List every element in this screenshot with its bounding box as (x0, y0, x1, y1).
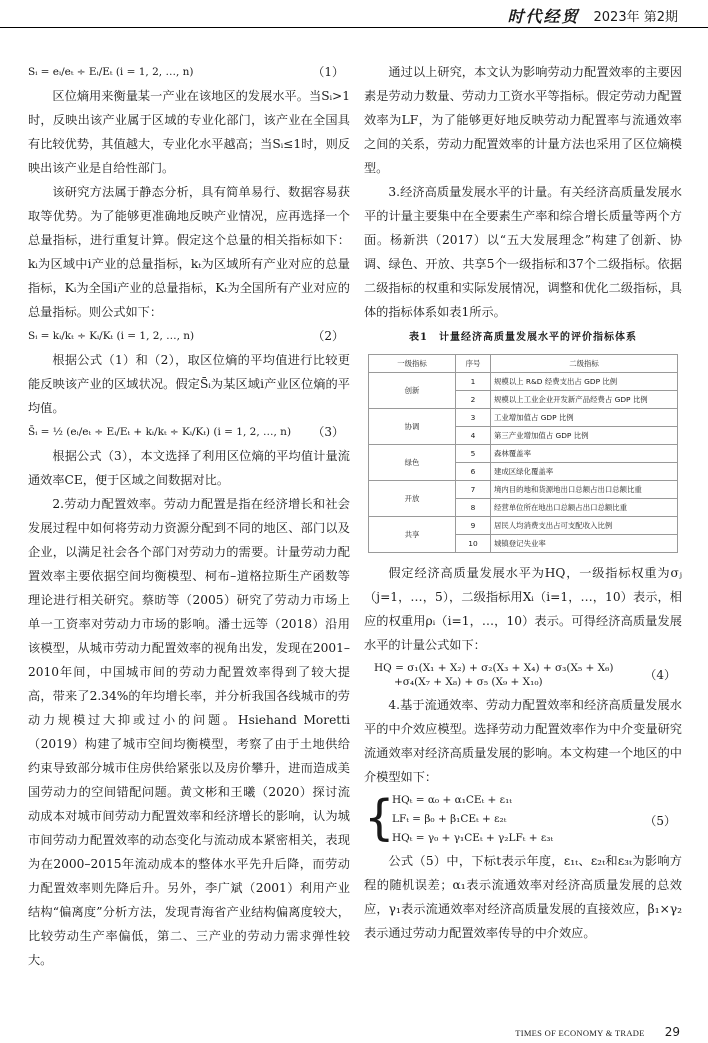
equation-5-line: HQₜ = γ₀ + γ₁CEₜ + γ₂LFₜ + ε₃ₜ (392, 832, 554, 844)
equation-1 (28, 60, 350, 84)
paragraph: 2.劳动力配置效率。劳动力配置是指在经济增长和社会发展过程中如何将劳动力资源分配到不同的地区、部门以及企业，以满足社会各个部门对劳动力的需要。计量劳动力配置效率主要依据空间均衡模型、柯布–道格拉斯生产函数等理论进行相关研究。蔡昉等（2005）研究了劳动力市场上单一工资率对劳动力市场的影响。潘士远等（2018）沿用该模型，从城市劳动力配置效率的视角出发，发现在2001–2010年间，中国城市间的劳动力配置效率得到了较大提高，带来了2.34%的年均增长率，并分析我国各线城市的劳动力规模过大抑或过小的问题。Hsiehand Moretti（2019）构建了城市空间均衡模型，考察了由于土地供给约束导致部分城市住房供给紧张以及房价攀升，进而造成美国劳动力的空间错配问题。黄文彬和王曦（2020）探讨流动成本对城市间劳动力配置效率和经济增长的影响，认为城市间劳动力配置效率的动态变化与流动成本紧密相关，表现为在2000–2015年流动成本的整体水平先升后降，而劳动力配置效率则先降后升。另外，李广斌（2001）利用产业结构“偏离度”分析方法，发现青海省产业结构偏离度较大，比较劳动生产率偏低，第二、三产业的劳动力需求弹性较大。 (28, 497, 350, 967)
table-row (369, 373, 678, 391)
index-cell: 7 (456, 481, 491, 499)
indicator-cell: 居民人均消费支出占可支配收入比例 (491, 517, 678, 535)
indicator-cell: 第三产业增加值占 GDP 比例 (491, 427, 678, 445)
table-title: 表1 计量经济高质量发展水平的评价指标体系 (409, 332, 637, 343)
equation-2-number: （2） (312, 329, 344, 343)
equation-5-line: HQₜ = α₀ + α₁CEₜ + ε₁ₜ (392, 794, 512, 806)
indicator-cell: 建成区绿化覆盖率 (491, 463, 678, 481)
indicator-cell: 森林覆盖率 (491, 445, 678, 463)
index-cell: 2 (456, 391, 491, 409)
equation-5-lines (392, 791, 553, 848)
indicator-cell: 规模以上 R&D 经费支出占 GDP 比例 (491, 373, 678, 391)
group-cell: 开放 (369, 481, 456, 517)
group-cell: 绿色 (369, 445, 456, 481)
right-column (364, 60, 682, 945)
paragraph: 通过以上研究，本文认为影响劳动力配置效率的主要因素是劳动力数量、劳动力工资水平等指标。假定劳动力配置效率为LF，为了能够更好地反映劳动力配置率与流通效率之间的关系，劳动力配置效率的计量方法也采用了区位熵模型。 (364, 65, 682, 175)
left-brace-icon: { (364, 790, 395, 846)
index-cell: 6 (456, 463, 491, 481)
indicator-table (368, 354, 678, 553)
group-cell: 创新 (369, 373, 456, 409)
index-cell: 9 (456, 517, 491, 535)
issue-label: 2023年 第2期 (593, 9, 678, 25)
table-row (369, 409, 678, 427)
indicator-cell: 经营单位所在地出口总额占出口总额比重 (491, 499, 678, 517)
equation-4-number: （4） (644, 668, 676, 682)
paragraph: 公式（5）中，下标t表示年度，ε₁ₜ、ε₂ₜ和ε₃ₜ为影响方程的随机误差；α₁表示流通效率对经济高质量发展的总效应，γ₁表示流通效率对经济高质量发展的直接效应，β₁×γ₂表示通过劳动力配置效率传导的中介效应。 (364, 854, 682, 940)
equation-2-body: Sᵢ = kᵢ/kₜ ÷ Kᵢ/Kₜ (i = 1, 2, …, n) (28, 330, 195, 342)
paragraph: 该研究方法属于静态分析，具有简单易行、数据容易获取等优势。为了能够更准确地反映产业情况，应再选择一个总量指标，进行重复计算。假定这个总量的相关指标如下：kᵢ为区域中i产业的总量指标，kₜ为区域所有产业对应的总量指标，Kᵢ为全国i产业的总量指标，Kₜ为全国所有产业对应的总量指标。则公式如下： (28, 185, 350, 319)
equation-4-body (364, 661, 613, 689)
index-cell: 8 (456, 499, 491, 517)
equation-5-line: LFₜ = β₀ + β₁CEₜ + ε₂ₜ (392, 813, 507, 825)
index-cell: 4 (456, 427, 491, 445)
indicator-cell: 境内目的地和货源地出口总额占出口总额比重 (491, 481, 678, 499)
indicator-cell: 城镇登记失业率 (491, 535, 678, 553)
table-row (369, 481, 678, 499)
paragraph: 区位熵用来衡量某一产业在该地区的发展水平。当Sᵢ>1时，反映出该产业属于区域的专业化部门，该产业在全国具有比较优势，其值越大，专业化水平越高；当Sᵢ≤1时，则反映出该产业是自给性部门。 (28, 89, 350, 175)
equation-4-line: HQ = σ₁(X₁ + X₂) + σ₂(X₃ + X₄) + σ₃(X₅ + X₆) (374, 662, 614, 674)
equation-4 (364, 657, 682, 693)
running-footer (515, 1025, 680, 1039)
group-cell: 共享 (369, 517, 456, 553)
paragraph: 根据公式（3），本文选择了利用区位熵的平均值计量流通效率CE，便于区域之间数据对比。 (28, 449, 350, 487)
table-header-row (369, 355, 678, 373)
equation-1-number: （1） (312, 65, 344, 79)
journal-english-name: TIMES OF ECONOMY & TRADE (515, 1028, 645, 1038)
equation-3 (28, 420, 350, 444)
table-header-cell: 二级指标 (491, 355, 678, 373)
table-header-cell: 序号 (456, 355, 491, 373)
running-header (507, 4, 678, 26)
table-row (369, 517, 678, 535)
left-column (28, 60, 350, 972)
equation-2 (28, 324, 350, 348)
page-number: 29 (664, 1025, 680, 1039)
equation-3-number: （3） (312, 425, 344, 439)
journal-logo: 时代经贸 (507, 6, 580, 26)
index-cell: 3 (456, 409, 491, 427)
paragraph: 4.基于流通效率、劳动力配置效率和经济高质量发展水平的中介效应模型。选择劳动力配置效率作为中介变量研究流通效率对经济高质量发展的影响。本文构建一个地区的中介模型如下： (364, 698, 682, 784)
header-rule (0, 27, 708, 28)
equation-5-number: （5） (644, 814, 676, 828)
paragraph: 假定经济高质量发展水平为HQ，一级指标权重为σⱼ（j=1，…，5），二级指标用Xᵢ（i=1，…，10）表示，相应的权重用ρᵢ（i=1，…，10）表示。可得经济高质量发展水平的计量公式如下： (364, 566, 682, 652)
paragraph: 根据公式（1）和（2），取区位熵的平均值进行比较更能反映该产业的区域状况。假定S̄ᵢ为某区域i产业区位熵的平均值。 (28, 353, 350, 415)
equation-4-line: +σ₄(X₇ + X₈) + σ₅ (X₉ + X₁₀) (394, 676, 543, 688)
equation-1-body: Sᵢ = eᵢ/eₜ ÷ Eᵢ/Eₜ (i = 1, 2, …, n) (28, 66, 194, 78)
paragraph: 3.经济高质量发展水平的计量。有关经济高质量发展水平的计量主要集中在全要素生产率和综合增长质量等两个方面。杨新洪（2017）以“五大发展理念”构建了创新、协调、绿色、开放、共享5个一级指标和37个二级指标。依据二级指标的权重和实际发展情况，调整和优化二级指标，具体的指标体系如表1所示。 (364, 185, 682, 319)
group-cell: 协调 (369, 409, 456, 445)
index-cell: 10 (456, 535, 491, 553)
equation-5 (364, 789, 682, 849)
equation-3-body: S̄ᵢ = ½ (eᵢ/eₜ ÷ Eᵢ/Eₜ + kᵢ/kₜ ÷ Kᵢ/Kₜ) (i = 1, 2, …, n) (28, 426, 292, 438)
table-header-cell: 一级指标 (369, 355, 456, 373)
indicator-cell: 工业增加值占 GDP 比例 (491, 409, 678, 427)
index-cell: 5 (456, 445, 491, 463)
index-cell: 1 (456, 373, 491, 391)
table-row (369, 445, 678, 463)
indicator-cell: 规模以上工业企业开发新产品经费占 GDP 比例 (491, 391, 678, 409)
